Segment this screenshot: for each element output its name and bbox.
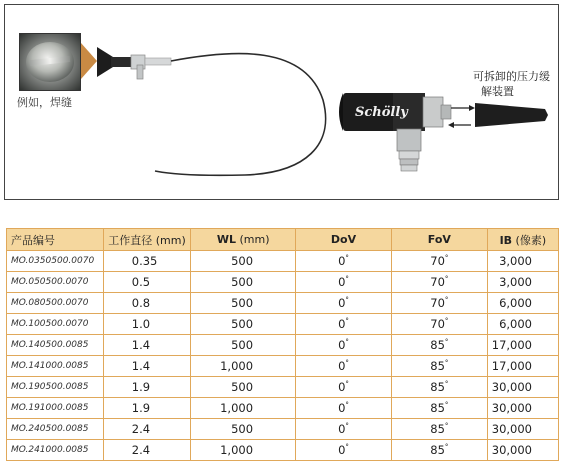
cell-fov: 70°	[391, 272, 487, 293]
cell-fov: 85°	[391, 419, 487, 440]
product-figure	[4, 4, 559, 200]
cell-dov: 0°	[296, 377, 392, 398]
cell-diameter: 0.5	[103, 272, 191, 293]
endoscope-illustration	[5, 5, 560, 201]
cell-fov: 85°	[391, 356, 487, 377]
cell-dov: 0°	[296, 356, 392, 377]
cell-wl: 500	[191, 251, 296, 272]
cell-fov: 85°	[391, 335, 487, 356]
cell-ib: 30,000	[487, 377, 558, 398]
cell-wl: 500	[191, 314, 296, 335]
col-header-fov: FoV	[391, 229, 487, 251]
handle-closeup	[339, 93, 451, 171]
cell-diameter: 2.4	[103, 419, 191, 440]
cell-dov: 0°	[296, 293, 392, 314]
table-row	[7, 356, 559, 377]
table-header-row	[7, 229, 559, 251]
cell-fov: 70°	[391, 293, 487, 314]
cell-diameter: 0.8	[103, 293, 191, 314]
cell-ib: 30,000	[487, 398, 558, 419]
col-header-model: 产品编号	[7, 229, 104, 251]
cell-dov: 0°	[296, 398, 392, 419]
cell-dov: 0°	[296, 314, 392, 335]
cell-dov: 0°	[296, 440, 392, 461]
cell-wl: 1,000	[191, 356, 296, 377]
cell-model: MO.241000.0085	[7, 440, 104, 461]
cell-model: MO.240500.0085	[7, 419, 104, 440]
cell-diameter: 1.0	[103, 314, 191, 335]
cell-diameter: 1.9	[103, 398, 191, 419]
cell-ib: 30,000	[487, 440, 558, 461]
cell-fov: 70°	[391, 251, 487, 272]
cell-dov: 0°	[296, 419, 392, 440]
table-row	[7, 377, 559, 398]
spec-table	[6, 228, 559, 461]
cell-model: MO.140500.0085	[7, 335, 104, 356]
cell-wl: 500	[191, 293, 296, 314]
cell-diameter: 0.35	[103, 251, 191, 272]
table-row	[7, 251, 559, 272]
cell-dov: 0°	[296, 251, 392, 272]
cell-diameter: 1.4	[103, 356, 191, 377]
cell-model: MO.141000.0085	[7, 356, 104, 377]
pressure-relief-callout: 可拆卸的压力缓 解装置	[473, 70, 550, 98]
cell-diameter: 1.9	[103, 377, 191, 398]
cell-fov: 85°	[391, 440, 487, 461]
cell-model: MO.191000.0085	[7, 398, 104, 419]
col-header-dov: DoV	[296, 229, 392, 251]
cell-model: MO.100500.0070	[7, 314, 104, 335]
eyepiece-icon	[97, 47, 171, 79]
brand-logo: Schölly	[355, 105, 408, 120]
cell-ib: 3,000	[487, 251, 558, 272]
cell-fov: 70°	[391, 314, 487, 335]
cell-ib: 3,000	[487, 272, 558, 293]
cell-diameter: 2.4	[103, 440, 191, 461]
cell-ib: 6,000	[487, 314, 558, 335]
cell-model: MO.080500.0070	[7, 293, 104, 314]
cell-fov: 85°	[391, 398, 487, 419]
cell-model: MO.190500.0085	[7, 377, 104, 398]
pressure-relief-cap	[475, 103, 548, 127]
col-header-ib: IB (像素)	[487, 229, 558, 251]
table-row	[7, 314, 559, 335]
cell-ib: 17,000	[487, 356, 558, 377]
cell-wl: 500	[191, 272, 296, 293]
col-header-wl: WL (mm)	[191, 229, 296, 251]
cell-model: MO.0350500.0070	[7, 251, 104, 272]
table-row	[7, 419, 559, 440]
cell-wl: 1,000	[191, 398, 296, 419]
cell-diameter: 1.4	[103, 335, 191, 356]
cell-dov: 0°	[296, 335, 392, 356]
flexible-shaft	[155, 54, 326, 176]
table-row	[7, 398, 559, 419]
photo-caption: 例如，焊缝	[17, 96, 72, 109]
cell-fov: 85°	[391, 377, 487, 398]
cell-wl: 500	[191, 335, 296, 356]
table-row	[7, 335, 559, 356]
cell-wl: 500	[191, 419, 296, 440]
cell-ib: 6,000	[487, 293, 558, 314]
cell-wl: 1,000	[191, 440, 296, 461]
cell-wl: 500	[191, 377, 296, 398]
table-row	[7, 293, 559, 314]
col-header-diameter: 工作直径 (mm)	[103, 229, 191, 251]
table-row	[7, 440, 559, 461]
cell-dov: 0°	[296, 272, 392, 293]
table-row	[7, 272, 559, 293]
cell-ib: 17,000	[487, 335, 558, 356]
cell-ib: 30,000	[487, 419, 558, 440]
cell-model: MO.050500.0070	[7, 272, 104, 293]
